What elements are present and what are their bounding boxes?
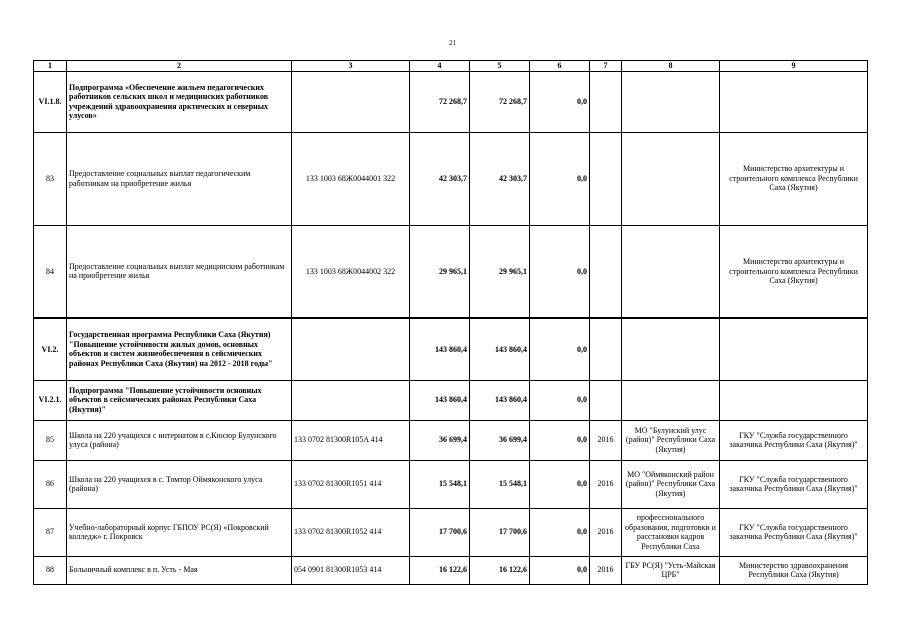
amount-col5: 36 699,4: [470, 420, 530, 460]
table-row: [34, 508, 868, 556]
row-number: 87: [34, 508, 67, 556]
budget-table: [33, 60, 868, 585]
year: 2016: [590, 508, 622, 556]
year: 2016: [590, 460, 622, 508]
amount-total: 16 122,6: [410, 556, 470, 584]
amount-col6: 0,0: [530, 318, 590, 380]
col-header-3: 3: [292, 61, 410, 72]
row-number: VI.1.8.: [34, 71, 67, 132]
budget-code: 133 0702 81300R1051 414: [292, 460, 410, 508]
amount-total: 17 700,6: [410, 508, 470, 556]
responsible: ГКУ "Служба государственного заказчика Республики Саха (Якутия)": [720, 508, 868, 556]
amount-col6: 0,0: [530, 71, 590, 132]
responsible: ГКУ "Служба государственного заказчика Республики Саха (Якутия)": [720, 460, 868, 508]
row-number: 86: [34, 460, 67, 508]
amount-col6: 0,0: [530, 225, 590, 318]
table-row: [34, 318, 868, 380]
customer: ГБУ РС(Я) "Усть-Майская ЦРБ": [622, 556, 720, 584]
col-header-9: 9: [720, 61, 868, 72]
amount-col5: 17 700,6: [470, 508, 530, 556]
amount-total: 72 268,7: [410, 71, 470, 132]
year: [590, 318, 622, 380]
budget-code: 133 0702 81300R1052 414: [292, 508, 410, 556]
budget-code: [292, 71, 410, 132]
customer: МО "Оймяконский район (район)" Республики Саха (Якутия): [622, 460, 720, 508]
row-number: 84: [34, 225, 67, 318]
row-number: 85: [34, 420, 67, 460]
row-name: Предоставление социальных выплат медицинским работникам на приобретение жилья: [67, 225, 292, 318]
customer: [622, 318, 720, 380]
responsible: ГКУ "Служба государственного заказчика Республики Саха (Якутия)": [720, 420, 868, 460]
budget-code: [292, 318, 410, 380]
row-name: Школа на 220 учащихся с интернатом в с.Кюсюр Булунского улуса (района): [67, 420, 292, 460]
customer: [622, 132, 720, 225]
amount-total: 42 303,7: [410, 132, 470, 225]
table-row: [34, 71, 868, 132]
col-header-8: 8: [622, 61, 720, 72]
amount-col6: 0,0: [530, 508, 590, 556]
table-row: [34, 225, 868, 318]
responsible: [720, 318, 868, 380]
responsible: [720, 71, 868, 132]
col-header-2: 2: [67, 61, 292, 72]
year: 2016: [590, 420, 622, 460]
customer: профессионального образования, подготовки и расстановки кадров Республики Саха: [622, 508, 720, 556]
row-name: Больничный комплекс в п. Усть - Мая: [67, 556, 292, 584]
customer: [622, 225, 720, 318]
column-header-row: [34, 61, 868, 72]
table-row: [34, 380, 868, 420]
amount-col6: 0,0: [530, 556, 590, 584]
customer: [622, 71, 720, 132]
budget-code: 133 1003 68Ж0044001 322: [292, 132, 410, 225]
year: [590, 71, 622, 132]
budget-code: 054 0901 81300R1053 414: [292, 556, 410, 584]
customer: МО "Булунский улус (район)" Республики Саха (Якутия): [622, 420, 720, 460]
customer: [622, 380, 720, 420]
amount-total: 15 548,1: [410, 460, 470, 508]
responsible: [720, 380, 868, 420]
col-header-5: 5: [470, 61, 530, 72]
responsible: Министерство здравоохранения Республики Саха (Якутия): [720, 556, 868, 584]
row-number: VI.2.: [34, 318, 67, 380]
table-row: [34, 420, 868, 460]
col-header-4: 4: [410, 61, 470, 72]
col-header-1: 1: [34, 61, 67, 72]
amount-col5: 15 548,1: [470, 460, 530, 508]
page-number: 21: [449, 39, 456, 47]
row-name: Подпрограмма «Обеспечение жильем педагогических работников сельских школ и медицинских работников учреждений здравоохранения арктических и северных улусов»: [67, 71, 292, 132]
budget-code: [292, 380, 410, 420]
amount-total: 29 965,1: [410, 225, 470, 318]
amount-col5: 143 860,4: [470, 318, 530, 380]
amount-col5: 42 303,7: [470, 132, 530, 225]
amount-col6: 0,0: [530, 132, 590, 225]
responsible: Министерство архитектуры и строительного комплекса Республики Саха (Якутия): [720, 225, 868, 318]
col-header-6: 6: [530, 61, 590, 72]
responsible: Министерство архитектуры и строительного комплекса Республики Саха (Якутия): [720, 132, 868, 225]
amount-col5: 16 122,6: [470, 556, 530, 584]
year: [590, 132, 622, 225]
amount-col5: 72 268,7: [470, 71, 530, 132]
row-name: Школа на 220 учащихся в с. Томтор Оймяконского улуса (района): [67, 460, 292, 508]
year: [590, 380, 622, 420]
amount-col6: 0,0: [530, 460, 590, 508]
row-name: Предоставление социальных выплат педагогическим работникам на приобретение жилья: [67, 132, 292, 225]
amount-col5: 143 860,4: [470, 380, 530, 420]
amount-total: 36 699,4: [410, 420, 470, 460]
row-name: Подпрограмма "Повышение устойчивости основных объектов в сейсмических районах Республики Саха (Якутия)": [67, 380, 292, 420]
row-number: 88: [34, 556, 67, 584]
year: [590, 225, 622, 318]
col-header-7: 7: [590, 61, 622, 72]
table-row: [34, 556, 868, 584]
amount-total: 143 860,4: [410, 380, 470, 420]
budget-code: 133 0702 81300R105A 414: [292, 420, 410, 460]
amount-col6: 0,0: [530, 420, 590, 460]
amount-col5: 29 965,1: [470, 225, 530, 318]
table-row: [34, 132, 868, 225]
budget-code: 133 1003 68Ж0044002 322: [292, 225, 410, 318]
year: 2016: [590, 556, 622, 584]
row-number: VI.2.1.: [34, 380, 67, 420]
amount-total: 143 860,4: [410, 318, 470, 380]
amount-col6: 0,0: [530, 380, 590, 420]
row-name: Учебно-лабораторный корпус ГБПОУ РС(Я) «Покровский колледж» г. Покровск: [67, 508, 292, 556]
row-number: 83: [34, 132, 67, 225]
table-row: [34, 460, 868, 508]
row-name: Государственная программа Республики Саха (Якутия) "Повышение устойчивости жилых домов, основных объектов и систем жизнеобеспечения в сейсмических районах Республики Саха (Якутия) на 2012 - 2018 годы": [67, 318, 292, 380]
